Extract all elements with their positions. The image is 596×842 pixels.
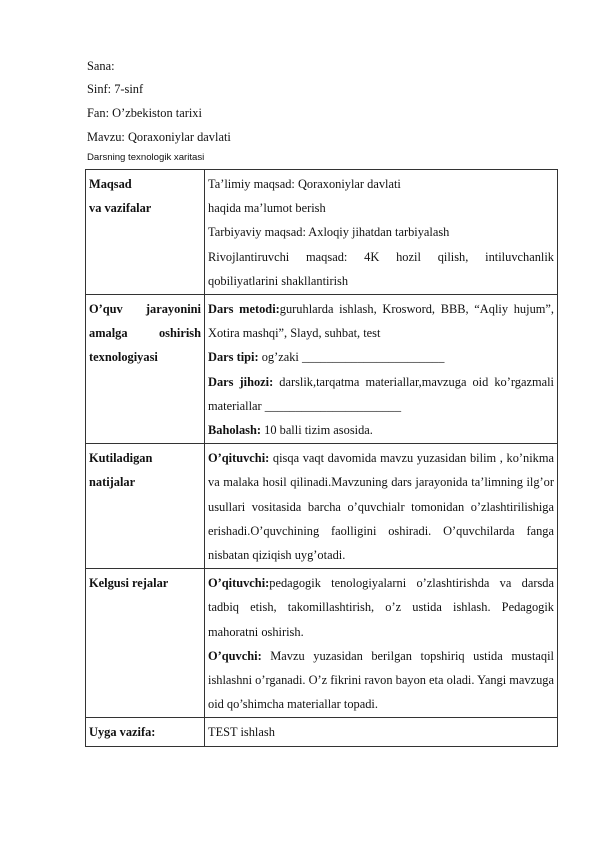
equipment-line <box>208 370 554 418</box>
table-row-goals <box>86 170 558 295</box>
row-content-goals <box>205 170 558 295</box>
type-label: Dars tipi: <box>208 350 259 365</box>
row-content-plans <box>205 569 558 718</box>
goal-line: Rivojlantiruvchi maqsad: 4K hozil qilish, intiluvchanlik qobiliyatlarini shakllantirish <box>208 249 554 288</box>
row-label-text: Uyga vazifa: <box>89 725 156 740</box>
date-line: Sana: <box>87 59 115 73</box>
type-text: og’zaki _______________________ <box>258 350 445 365</box>
row-content-homework <box>205 718 558 746</box>
goal-line: Tarbiyaviy maqsad: Axloqiy jihatdan tarbiyalash <box>208 225 450 240</box>
row-content-outcomes <box>205 444 558 569</box>
row-label-outcomes <box>86 444 205 569</box>
lesson-plan-table <box>85 169 558 747</box>
teacher-label: O’qituvchi: <box>208 451 270 466</box>
student-label: O’quvchi: <box>208 648 262 663</box>
equipment-text: darslik,tarqatma materiallar,mavzuga oid ko’rgazmali materiallar ______________________ <box>208 374 554 413</box>
goal-line: Ta’limiy maqsad: Qoraxoniylar davlati <box>208 177 401 191</box>
row-label-line: Kutiladigan <box>89 451 153 466</box>
table-row-outcomes <box>86 444 558 569</box>
class-line: Sinf: 7-sinf <box>87 82 144 96</box>
teacher-outcome <box>208 446 554 567</box>
table-row-homework <box>86 718 558 746</box>
table-row-technology <box>86 295 558 444</box>
topic-line: Mavzu: Qoraxoniylar davlati <box>87 130 231 144</box>
equipment-label: Dars jihozi: <box>208 374 274 389</box>
method-label: Dars metodi: <box>208 302 280 317</box>
row-label-homework <box>86 718 205 746</box>
row-content-technology <box>205 295 558 444</box>
student-text: Mavzu yuzasidan berilgan topshiriq ustida mustaqil ishlashni o’rganadi. O’z fikrini ravon bayon eta oladi. Yangi mavzuga oid qo’shimcha materiallar topadi. <box>208 648 554 712</box>
student-plan <box>208 644 554 717</box>
row-label-text: O’quv jarayonini amalga oshirish texnologiyasi <box>89 302 201 365</box>
row-label-plans <box>86 569 205 718</box>
table-caption: Darsning texnologik xaritasi <box>87 152 205 163</box>
row-label-line: Maqsad <box>89 177 132 191</box>
row-label-text: Kelgusi rejalar <box>89 576 169 591</box>
teacher-text: pedagogik tenologiyalarni o’zlashtirishda va darsda tadbiq etish, takomillashtirish, o’z ustida ishlash. Pedagogik mahoratni oshirish. <box>208 576 554 639</box>
grading-label: Baholash: <box>208 423 262 438</box>
row-label-line: natijalar <box>89 475 136 490</box>
teacher-label: O’qituvchi: <box>208 576 270 591</box>
type-line <box>208 345 554 369</box>
subject-line: Fan: O’zbekiston tarixi <box>87 106 202 120</box>
teacher-plan <box>208 571 554 644</box>
teacher-text: qisqa vaqt davomida mavzu yuzasidan bilim , ko’nikma va malaka hosil qilinadi.Mavzuning dars jarayonida ta’limning ilg’or usullari vositasida barcha o’quvchialr tomonidan o’zlashtirilishiga erishadi.O’quvchining faolligini oshiradi. O’quvchilarda fanga nisbatan qiziqish uyg’otadi. <box>208 451 554 563</box>
homework-text: TEST ishlash <box>208 725 275 740</box>
goal-line: haqida ma’lumot berish <box>208 201 326 216</box>
row-label-technology <box>86 295 205 444</box>
grading-line <box>208 418 554 442</box>
method-line <box>208 297 554 345</box>
row-label-line: va vazifalar <box>89 201 152 216</box>
method-text: guruhlarda ishlash, Krosword, BBB, “Aqliy hujum”, Xotira mashqi”, Slayd, suhbat, test <box>208 302 554 341</box>
row-label-goals <box>86 170 205 295</box>
grading-text: 10 balli tizim asosida. <box>261 423 373 438</box>
table-row-plans <box>86 569 558 718</box>
